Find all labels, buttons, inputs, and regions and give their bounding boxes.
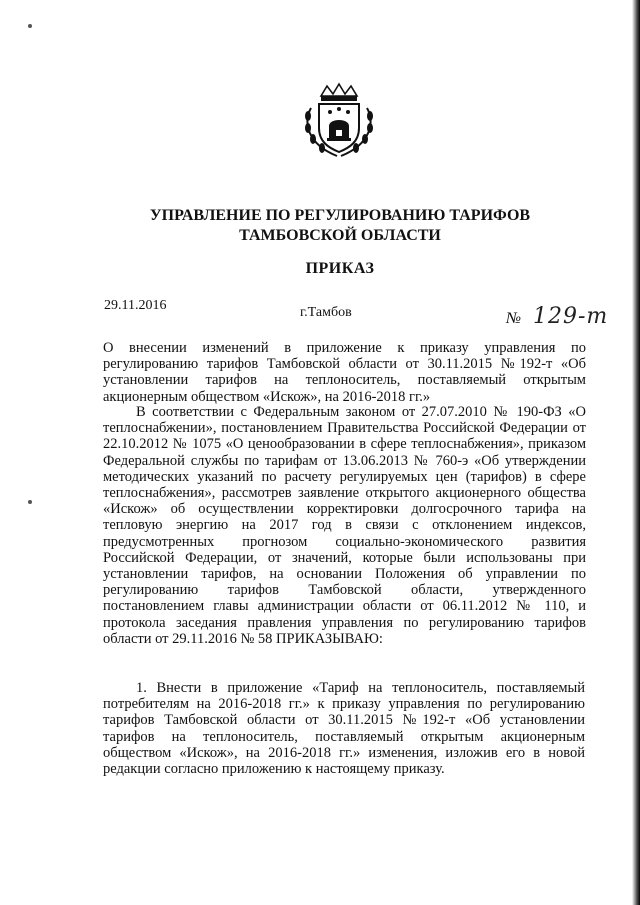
scan-artifact-dot <box>28 24 32 28</box>
order-item-1: 1. Внести в приложение «Тариф на теплоноситель, поставляемый потребителям на 2016-2018 гг.» к приказу управления по регулированию тарифов Тамбовской области от 30.11.2015 №192-т «Об установлении тарифов на теплоноситель, поставляемый открытым акционерным обществом «Искож», на 2016-2018 гг.» изменения, изложив его в новой редакции согласно приложению к настоящему приказу. <box>103 680 585 778</box>
document-number-handwritten: 129-т <box>533 304 609 329</box>
scan-artifact-dot <box>28 500 32 504</box>
order-preamble: В соответствии с Федеральным законом от 27.07.2010 № 190-ФЗ «О теплоснабжении», постановлением Правительства Российской Федерации от 22.10.2012 № 1075 «О ценообразовании в сфере теплоснабжения», приказом Федеральной службы по тарифам от 13.06.2013 № 760-э «Об утверждении методических указаний по расчету регулируемых цен (тарифов) в сфере теплоснабжения», рассмотрев заявление открытого акционерного общества «Искож» об осуществлении корректировки долгосрочного тарифа на тепловую энергию на 2017 год в связи с отклонением индексов, предусмотренных прогнозом социально-экономического развития Российской Федерации, от значений, которые были использованы при установлении тарифов, на основании Положения об управлении по регулированию тарифов Тамбовской области, утвержденного постановлением главы администрации области от 06.11.2012 № 110, и протокола заседания правления управления по регулированию тарифов области от 29.11.2016 № 58 ПРИКАЗЫВАЮ: <box>103 404 586 647</box>
order-subject: О внесении изменений в приложение к приказу управления по регулированию тарифов Тамбовской области от 30.11.2015 №192-т «Об установлении тарифов на теплоноситель, поставляемый открытым акционерным обществом «Искож», на 2016-2018 гг.» <box>103 340 586 405</box>
document-date: 29.11.2016 <box>104 298 167 313</box>
agency-name-line1: УПРАВЛЕНИЕ ПО РЕГУЛИРОВАНИЮ ТАРИФОВ <box>149 207 531 224</box>
agency-name-line2: ТАМБОВСКОЙ ОБЛАСТИ <box>239 227 441 244</box>
document-number-label: № <box>506 310 522 327</box>
scan-edge-shadow <box>632 0 640 905</box>
tambov-coat-of-arms-icon <box>299 82 379 160</box>
document-city: г.Тамбов <box>300 305 352 320</box>
document-type-title: ПРИКАЗ <box>305 260 375 277</box>
